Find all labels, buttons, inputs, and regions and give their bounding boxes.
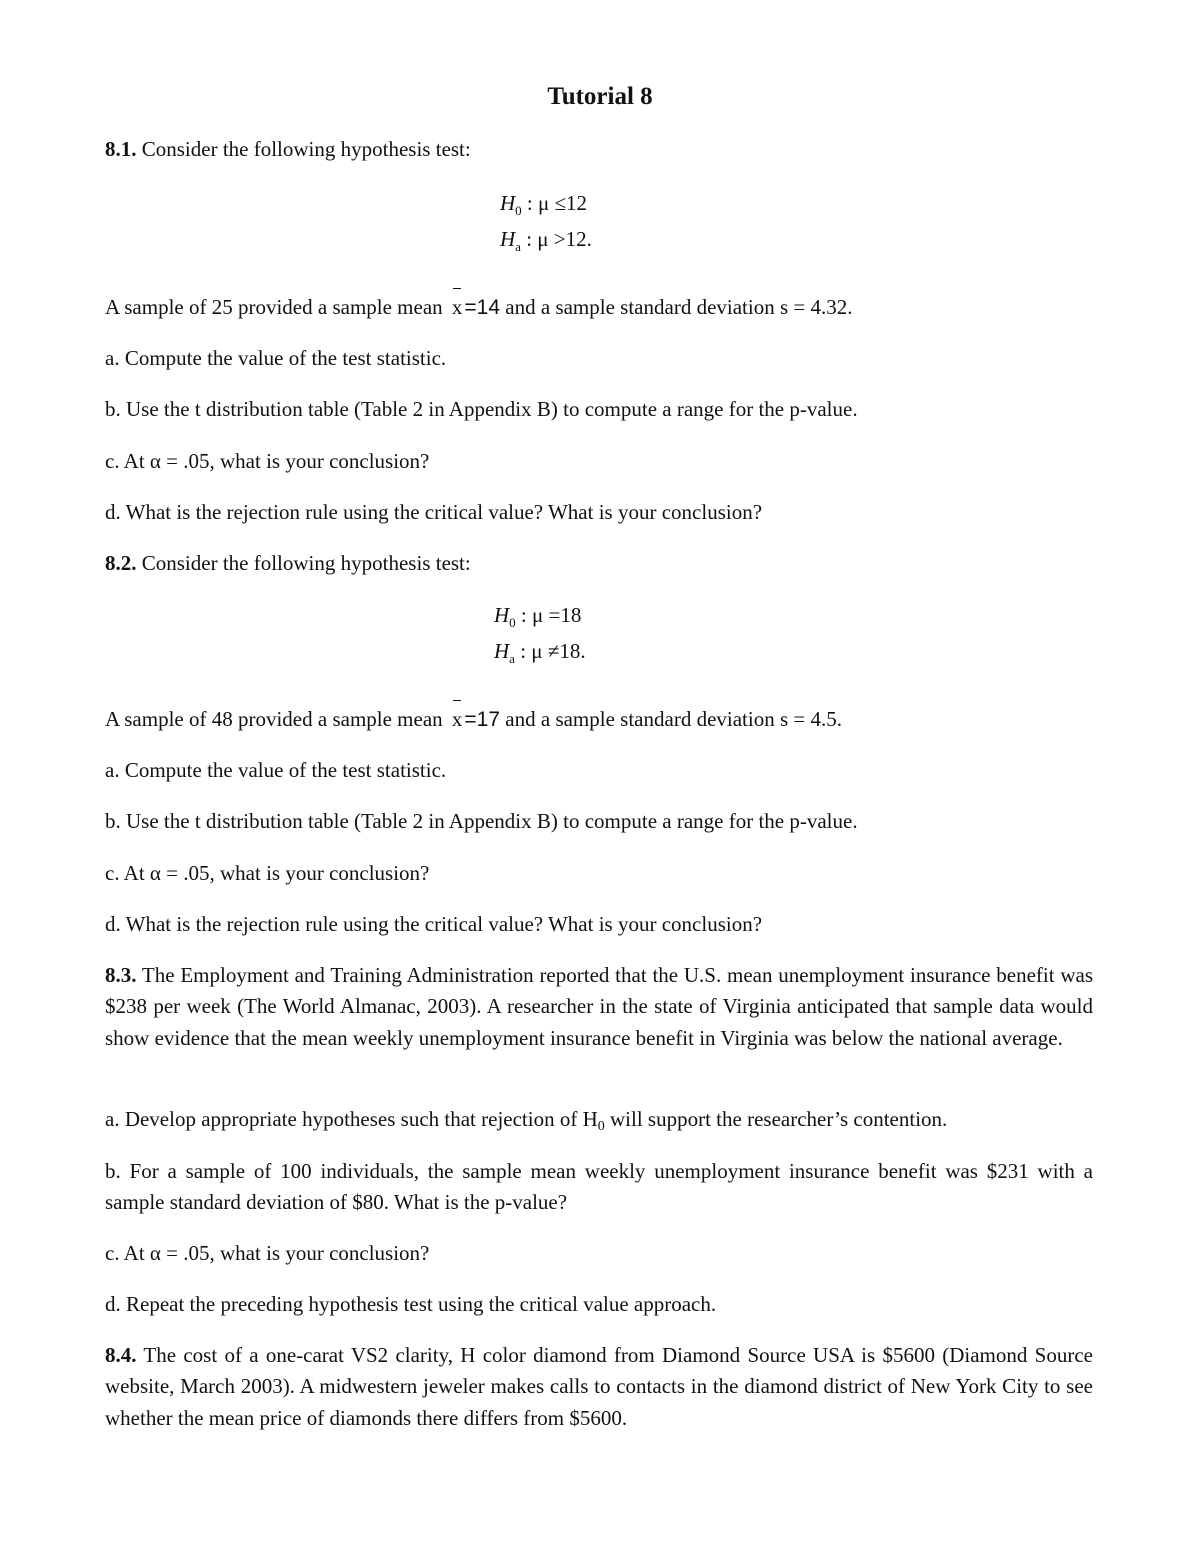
question-text: The cost of a one-carat VS2 clarity, H color diamond from Diamond Source USA is $5600 (Diamond Source website, March 2003). A midwestern jeweler makes calls to contacts in the diamond district of New York City to see whether the mean price of diamonds there differs from $5600. — [105, 1343, 1093, 1430]
question-8-1-part-c: c. At α = .05, what is your conclusion? — [105, 449, 430, 473]
sample-statement: A sample of 48 provided a sample mean x=17 and a sample standard deviation s = 4.5. — [105, 704, 1095, 735]
question-number: 8.2. — [105, 551, 137, 575]
null-hypothesis: $H_0$ : μ ≤12 — [500, 191, 588, 218]
question-number: 8.3. — [105, 963, 137, 987]
question-number: 8.4. — [105, 1343, 137, 1367]
question-8-1-part-d: d. What is the rejection rule using the critical value? What is your conclusion? — [105, 500, 763, 524]
question-text: Consider the following hypothesis test: — [141, 137, 471, 161]
question-text: Consider the following hypothesis test: — [141, 551, 471, 575]
sample-mean-value: =14 — [464, 296, 501, 319]
null-hypothesis: $H_0$ : μ =18 — [494, 603, 582, 630]
question-8-2-intro — [105, 548, 1095, 579]
question-8-1-part-b: b. Use the t distribution table (Table 2 in Appendix B) to compute a range for the p-value. — [105, 397, 858, 421]
sample-mean-symbol: x — [452, 704, 463, 735]
question-8-2-part-a: a. Compute the value of the test statistic. — [105, 758, 447, 782]
question-8-1-part-a: a. Compute the value of the test statistic. — [105, 346, 447, 370]
sample-mean-value: =17 — [464, 708, 501, 731]
alternative-hypothesis: $H_a$ : μ >12. — [500, 227, 592, 254]
sample-statement: A sample of 25 provided a sample mean x=14 and a sample standard deviation s = 4.32. — [105, 292, 1095, 323]
question-8-3-part-c: c. At α = .05, what is your conclusion? — [105, 1241, 430, 1265]
question-8-3-part-b: b. For a sample of 100 individuals, the sample mean weekly unemployment insurance benefit was $231 with a sample standard deviation of $80. What is the p-value? — [105, 1159, 1093, 1215]
question-8-3-part-a: a. Develop appropriate hypotheses such that rejection of $H_0$ will support the researcher’s contention. — [105, 1107, 948, 1134]
question-8-3-part-d: d. Repeat the preceding hypothesis test using the critical value approach. — [105, 1292, 717, 1316]
question-number: 8.1. — [105, 137, 137, 161]
question-8-2-part-c: c. At α = .05, what is your conclusion? — [105, 861, 430, 885]
page-title: Tutorial 8 — [547, 83, 653, 110]
sample-mean-symbol: x — [452, 292, 463, 323]
alternative-hypothesis: $H_a$ : μ ≠18. — [494, 639, 586, 666]
question-text: The Employment and Training Administration reported that the U.S. mean unemployment insurance benefit was $238 per week (The World Almanac, 2003). A researcher in the state of Virginia anticipated that sample data would show evidence that the mean weekly unemployment insurance benefit in Virginia was below the national average. — [105, 963, 1093, 1050]
question-8-3-body — [105, 960, 1093, 1054]
question-8-1-intro — [105, 134, 1095, 165]
question-8-2-part-d: d. What is the rejection rule using the critical value? What is your conclusion? — [105, 912, 763, 936]
question-8-4-body — [105, 1340, 1093, 1434]
question-8-2-part-b: b. Use the t distribution table (Table 2 in Appendix B) to compute a range for the p-value. — [105, 809, 858, 833]
